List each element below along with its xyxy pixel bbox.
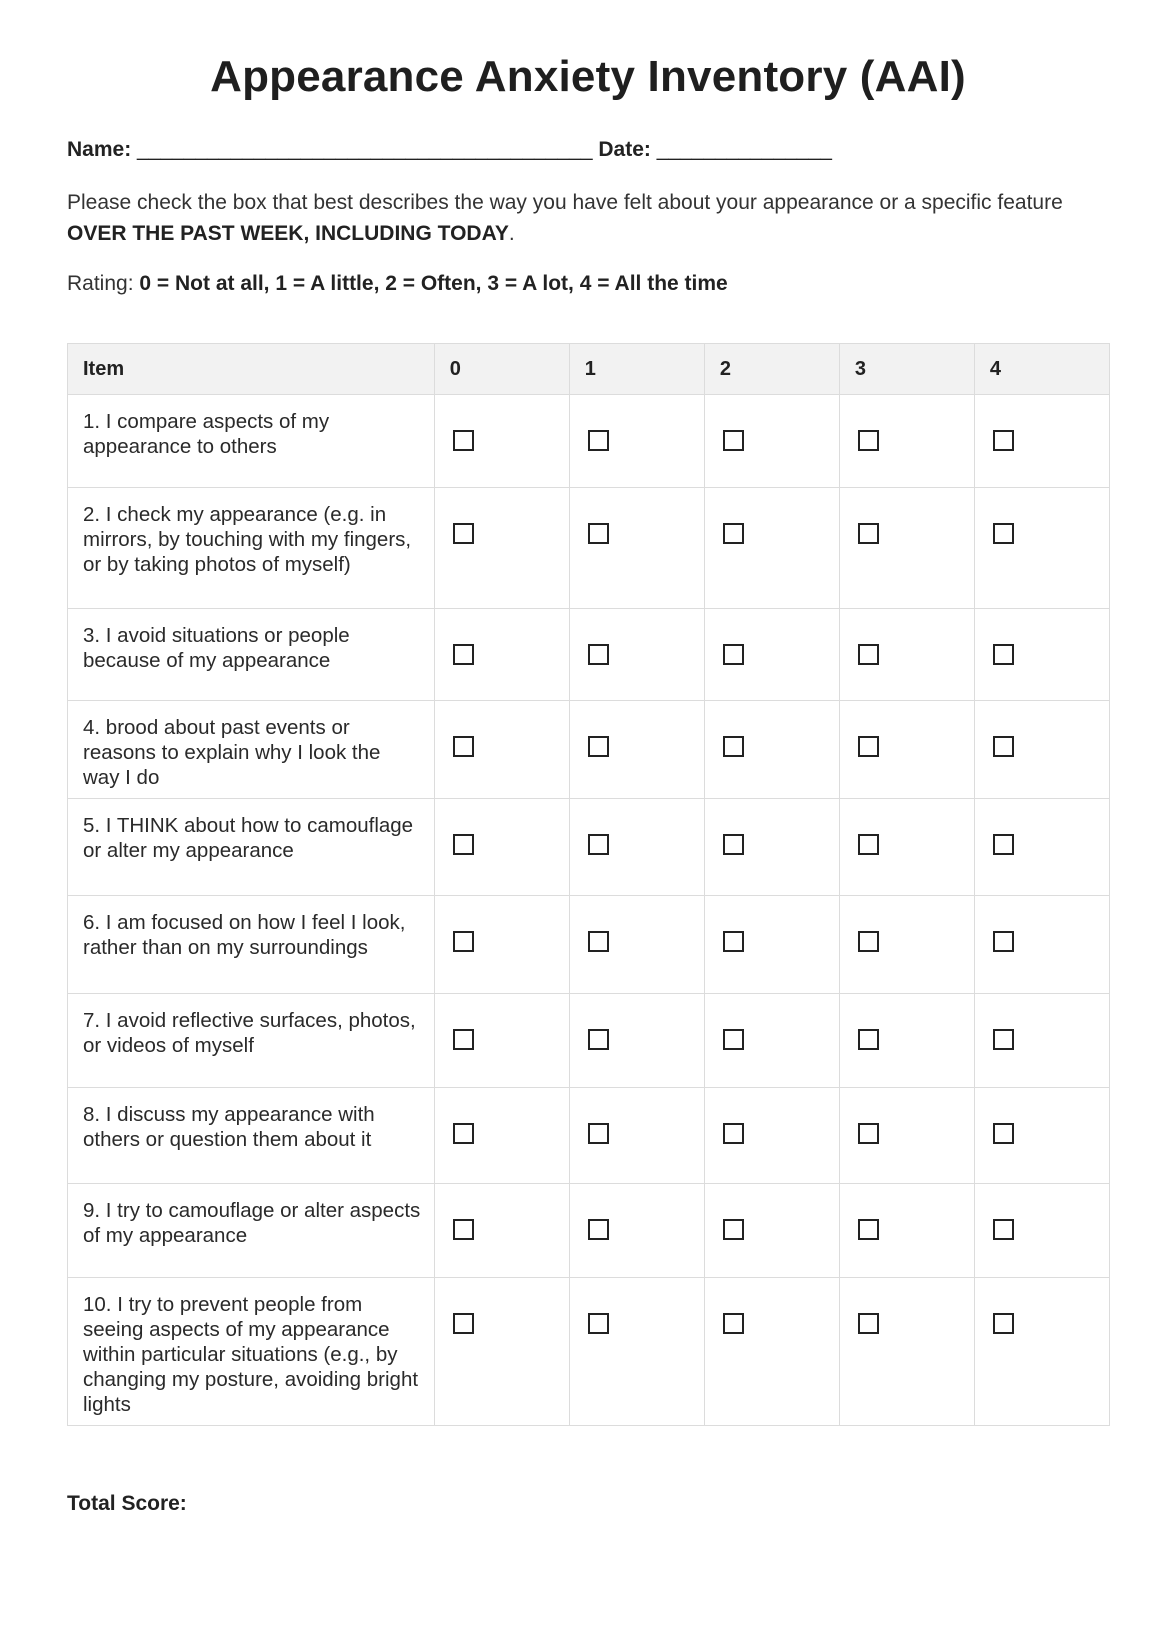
date-field[interactable]: _______________ [656,138,832,161]
checkbox-0[interactable] [453,523,474,544]
checkbox-0[interactable] [453,430,474,451]
checkbox-4[interactable] [993,1123,1014,1144]
checkbox-1[interactable] [588,736,609,757]
checkbox-2[interactable] [723,430,744,451]
table-row [68,701,1110,799]
item-text: 6. I am focused on how I feel I look, rather than on my surroundings [68,896,435,994]
checkbox-4[interactable] [993,523,1014,544]
checkbox-3[interactable] [858,834,879,855]
checkbox-4[interactable] [993,1029,1014,1050]
checkbox-1[interactable] [588,1029,609,1050]
table-row [68,395,1110,488]
instructions-text: Please check the box that best describes the way you have felt about your appearance or a specific feature [67,191,1063,214]
checkbox-3[interactable] [858,736,879,757]
table-row [68,994,1110,1088]
checkbox-4[interactable] [993,931,1014,952]
header-4: 4 [974,344,1109,395]
header-1: 1 [569,344,704,395]
checkbox-1[interactable] [588,834,609,855]
item-text: 4. brood about past events or reasons to explain why I look the way I do [68,701,435,799]
checkbox-0[interactable] [453,1219,474,1240]
checkbox-2[interactable] [723,1313,744,1334]
table-header-row [68,344,1110,395]
rating-label: Rating: [67,272,134,295]
checkbox-4[interactable] [993,834,1014,855]
checkbox-3[interactable] [858,430,879,451]
instructions-emphasis: OVER THE PAST WEEK, INCLUDING TODAY [67,222,509,245]
checkbox-2[interactable] [723,644,744,665]
name-label: Name: [67,138,132,161]
checkbox-1[interactable] [588,430,609,451]
checkbox-1[interactable] [588,931,609,952]
instructions [67,187,1117,249]
item-text: 10. I try to prevent people from seeing aspects of my appearance within particular situations (e.g., by changing my posture, avoiding bright lights [68,1278,435,1426]
header-item: Item [68,344,435,395]
checkbox-3[interactable] [858,523,879,544]
item-text: 3. I avoid situations or people because of my appearance [68,609,435,701]
checkbox-1[interactable] [588,1219,609,1240]
table-row [68,488,1110,609]
table-row [68,896,1110,994]
rating-values: 0 = Not at all, 1 = A little, 2 = Often, 3 = A lot, 4 = All the time [139,272,728,295]
total-score-label: Total Score: [67,1492,187,1515]
item-text: 2. I check my appearance (e.g. in mirrors, by touching with my fingers, or by taking photos of myself) [68,488,435,609]
checkbox-4[interactable] [993,644,1014,665]
item-text: 5. I THINK about how to camouflage or alter my appearance [68,799,435,896]
name-date-line [67,138,832,162]
table-row [68,1088,1110,1184]
checkbox-3[interactable] [858,1029,879,1050]
checkbox-0[interactable] [453,1313,474,1334]
checkbox-0[interactable] [453,1029,474,1050]
checkbox-3[interactable] [858,931,879,952]
name-field[interactable]: _______________________________________ [137,138,593,161]
item-text: 7. I avoid reflective surfaces, photos, or videos of myself [68,994,435,1088]
checkbox-4[interactable] [993,430,1014,451]
checkbox-3[interactable] [858,1219,879,1240]
checkbox-0[interactable] [453,834,474,855]
checkbox-0[interactable] [453,644,474,665]
table-row [68,799,1110,896]
checkbox-4[interactable] [993,1313,1014,1334]
header-3: 3 [839,344,974,395]
header-0: 0 [434,344,569,395]
checkbox-3[interactable] [858,1123,879,1144]
date-label: Date: [598,138,651,161]
checkbox-2[interactable] [723,931,744,952]
checkbox-4[interactable] [993,1219,1014,1240]
table-row [68,1184,1110,1278]
inventory-table [67,343,1110,1426]
header-2: 2 [704,344,839,395]
checkbox-2[interactable] [723,523,744,544]
checkbox-2[interactable] [723,1029,744,1050]
table-row [68,1278,1110,1426]
checkbox-0[interactable] [453,931,474,952]
item-text: 8. I discuss my appearance with others or question them about it [68,1088,435,1184]
checkbox-2[interactable] [723,736,744,757]
item-text: 9. I try to camouflage or alter aspects of my appearance [68,1184,435,1278]
checkbox-0[interactable] [453,1123,474,1144]
checkbox-1[interactable] [588,644,609,665]
checkbox-1[interactable] [588,1123,609,1144]
table-row [68,609,1110,701]
checkbox-0[interactable] [453,736,474,757]
checkbox-4[interactable] [993,736,1014,757]
checkbox-1[interactable] [588,1313,609,1334]
checkbox-1[interactable] [588,523,609,544]
checkbox-2[interactable] [723,834,744,855]
checkbox-2[interactable] [723,1123,744,1144]
checkbox-3[interactable] [858,644,879,665]
item-text: 1. I compare aspects of my appearance to others [68,395,435,488]
page-title: Appearance Anxiety Inventory (AAI) [210,52,966,101]
checkbox-2[interactable] [723,1219,744,1240]
instructions-end: . [508,222,515,245]
rating-scale [67,272,728,296]
checkbox-3[interactable] [858,1313,879,1334]
